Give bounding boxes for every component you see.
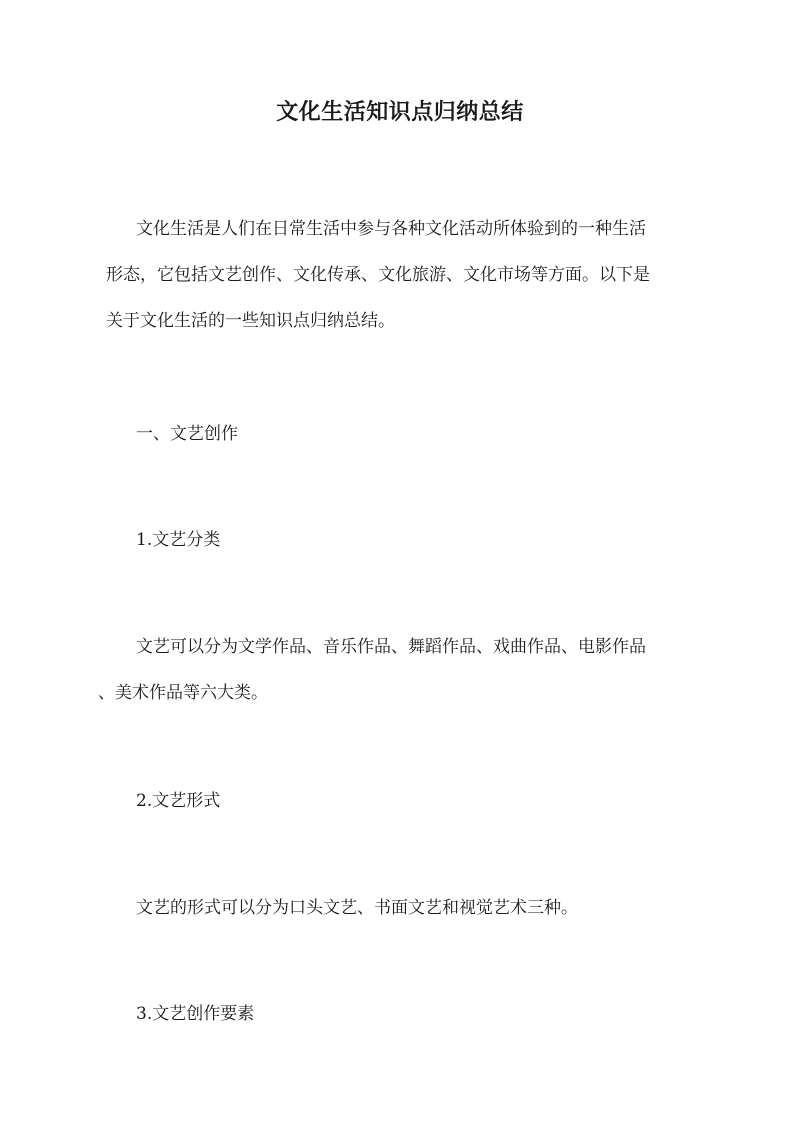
categories-line-1: 文艺可以分为文学作品、音乐作品、舞蹈作品、戏曲作品、电影作品 [136, 637, 646, 657]
intro-line-2: 形态，它包括文艺创作、文化传承、文化旅游、文化市场等方面。以下是 [106, 265, 650, 285]
subheading-literary-categories: 1.文艺分类 [136, 530, 221, 550]
intro-line-1: 文化生活是人们在日常生活中参与各种文化活动所体验到的一种生活 [136, 219, 646, 239]
categories-paragraph [98, 624, 700, 716]
subheading-creation-elements: 3.文艺创作要素 [136, 1004, 255, 1024]
document-title: 文化生活知识点归纳总结 [276, 99, 524, 125]
categories-line-2: 、美术作品等六大类。 [98, 683, 268, 703]
subheading-literary-forms: 2.文艺形式 [136, 791, 221, 811]
section-heading-literary-creation: 一、文艺创作 [136, 424, 238, 444]
forms-paragraph [106, 885, 700, 931]
intro-paragraph [106, 206, 700, 344]
forms-line-1: 文艺的形式可以分为口头文艺、书面文艺和视觉艺术三种。 [136, 898, 578, 918]
intro-line-3: 关于文化生活的一些知识点归纳总结。 [106, 311, 395, 331]
